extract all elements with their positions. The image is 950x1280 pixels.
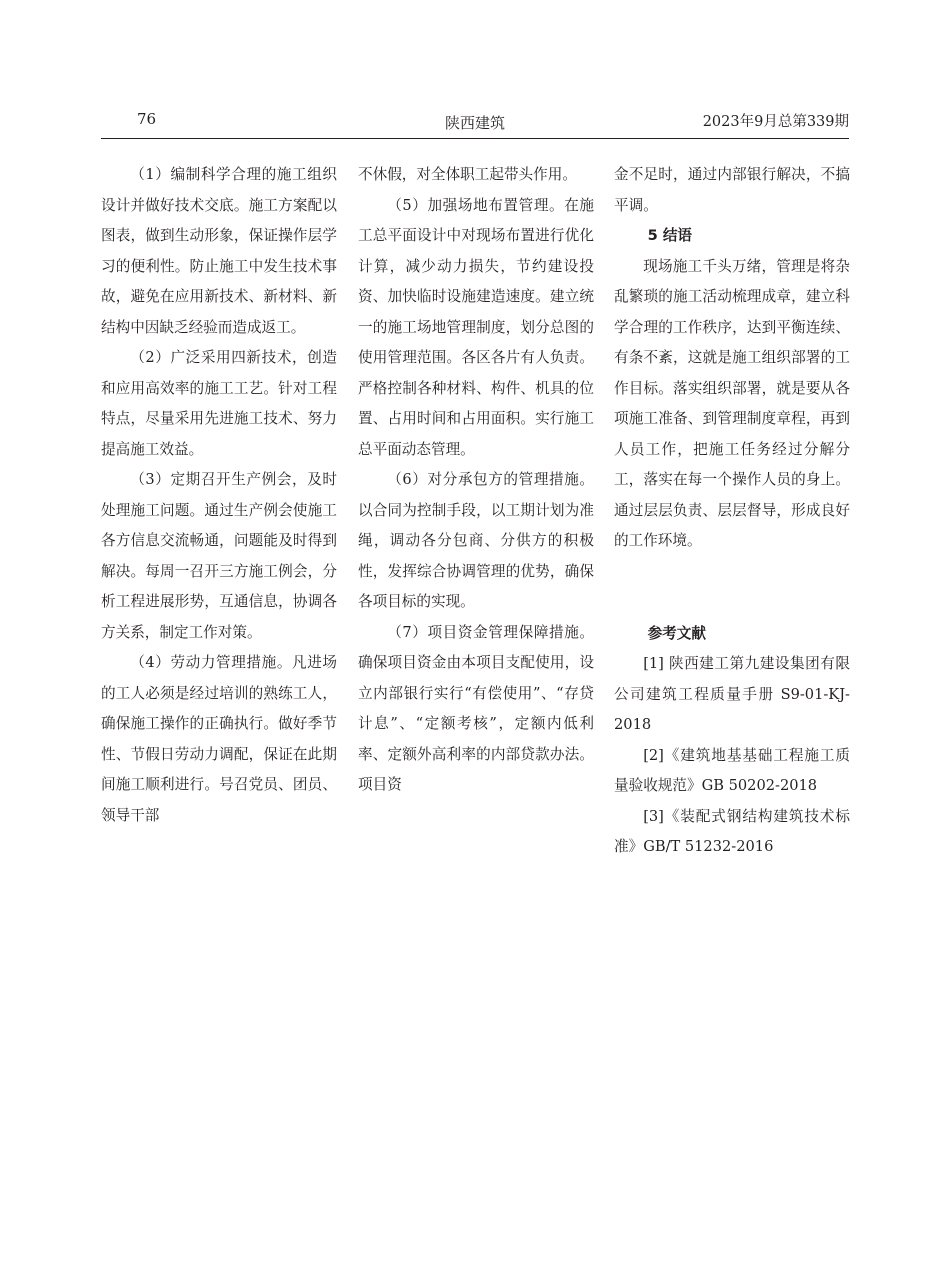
section-title-conclusion: 5 结语 (647, 227, 693, 244)
reference-item: [3]《装配式钢结构建筑技术标准》GB/T 51232-2016 (614, 807, 850, 855)
journal-name: 陕西建筑 (444, 114, 505, 132)
references-title: 参考文献 (647, 624, 706, 642)
page-number: 76 (137, 110, 157, 128)
paragraph-4-continued: 不休假，对全体职工起带头作用。 (358, 166, 577, 183)
paragraph-7-continued: 金不足时，通过内部银行解决，不搞平调。 (614, 166, 850, 214)
conclusion-paragraph: 现场施工千头万绪，管理是将杂乱繁琐的施工活动梳理成章，建立科学合理的工作秩序，达到平衡连续、有条不紊，这就是施工组织部署的工作目标。落实组织部署，就是要从各项施工准备、到管理制度章程，再到人员工作，把施工任务经过分解分工，落实在每一个操作人员的身上。通过层层负责、层层督导，形成良好的工作环境。 (614, 257, 850, 549)
issue-info: 2023年9月总第339期 (702, 114, 849, 130)
paragraph-2: （2）广泛采用四新技术，创造和应用高效率的施工工艺。针对工程特点，尽量采用先进施工技术、努力提高施工效益。 (101, 349, 337, 458)
reference-item: [1] 陕西建工第九建设集团有限公司建筑工程质量手册 S9-01-KJ-2018 (614, 655, 850, 733)
paragraph-5: （5）加强场地布置管理。在施工总平面设计中对现场布置进行优化计算，减少动力损失，节约建设投资、加快临时设施建造速度。建立统一的施工场地管理制度，划分总图的使用管理范围。各区各片有人负责。严格控制各种材料、构件、机具的位置、占用时间和占用面积。实行施工总平面动态管理。 (358, 196, 594, 458)
reference-item: [2]《建筑地基基础工程施工质量验收规范》GB 50202-2018 (614, 746, 850, 794)
paragraph-3: （3）定期召开生产例会，及时处理施工问题。通过生产例会使施工各方信息交流畅通，问题能及时得到解决。每周一召开三方施工例会，分析工程进展形势，互通信息，协调各方关系，制定工作对策。 (101, 471, 337, 641)
running-header (101, 104, 849, 139)
paragraph-6: （6）对分承包方的管理措施。以合同为控制手段，以工期计划为准绳，调动各分包商、分供方的积极性，发挥综合协调管理的优势，确保各项目标的实现。 (358, 471, 594, 610)
paragraph-7: （7）项目资金管理保障措施。确保项目资金由本项目支配使用，设立内部银行实行“有偿使用”、“存贷计息”、“定额考核”，定额内低利率、定额外高利率的内部贷款办法。项目资 (358, 623, 594, 793)
column-3 (614, 160, 850, 863)
paragraph-1: （1）编制科学合理的施工组织设计并做好技术交底。施工方案配以图表，做到生动形象，保证操作层学习的便利性。防止施工中发生技术事故，避免在应用新技术、新材料、新结构中因缺乏经验而造成返工。 (101, 166, 337, 336)
column-1 (101, 160, 337, 831)
column-2 (358, 160, 594, 801)
paragraph-4: （4）劳动力管理措施。凡进场的工人必须是经过培训的熟练工人，确保施工操作的正确执行。做好季节性、节假日劳动力调配，保证在此期间施工顺利进行。号召党员、团员、领导干部 (101, 654, 337, 824)
